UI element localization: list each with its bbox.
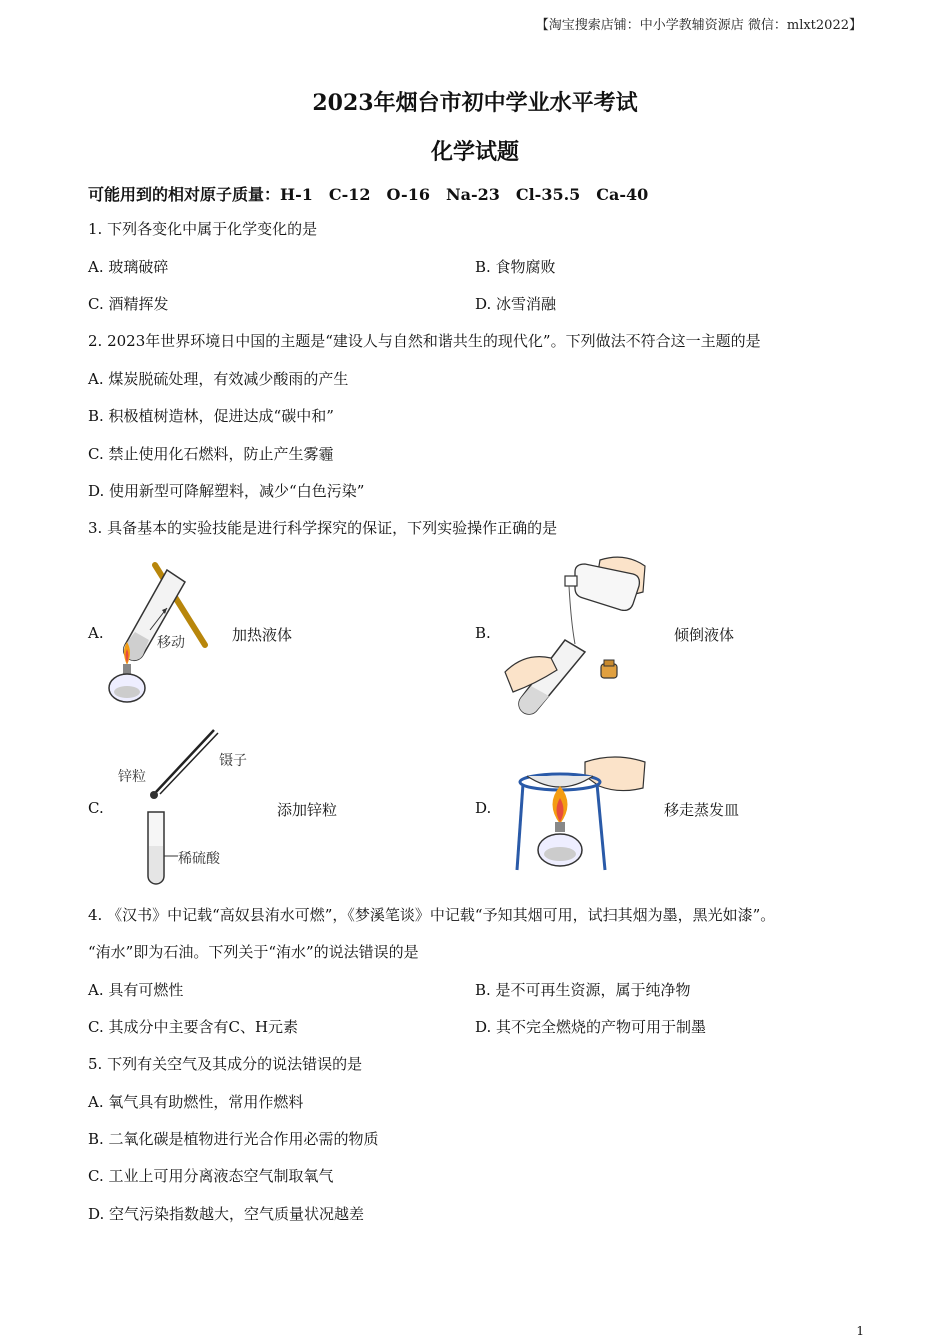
q1-stem: 1. 下列各变化中属于化学变化的是 bbox=[88, 220, 318, 238]
q3-c-caption: 添加锌粒 bbox=[277, 801, 338, 819]
page-number: 1 bbox=[856, 1324, 864, 1338]
q4-stem-line2: “洧水”即为石油。下列关于“洧水”的说法错误的是 bbox=[88, 943, 419, 961]
q3-c-zinc-label: 锌粒 bbox=[118, 769, 146, 785]
q2-option-a[interactable]: A. 煤炭脱硫处理，有效减少酸雨的产生 bbox=[88, 370, 349, 388]
q3-b-caption: 倾倒液体 bbox=[674, 626, 735, 644]
q5-option-d[interactable]: D. 空气污染指数越大，空气质量状况越差 bbox=[88, 1205, 365, 1223]
q3-a-caption: 加热液体 bbox=[232, 626, 293, 644]
evaporating-dish-figure bbox=[515, 752, 647, 874]
q3-stem: 3. 具备基本的实验技能是进行科学探究的保证，下列实验操作正确的是 bbox=[88, 519, 558, 537]
q5-option-a[interactable]: A. 氧气具有助燃性，常用作燃料 bbox=[88, 1093, 304, 1111]
q5-stem: 5. 下列有关空气及其成分的说法错误的是 bbox=[88, 1055, 363, 1073]
q4-option-a[interactable]: A. 具有可燃性 bbox=[88, 981, 184, 999]
q3-c-tweezers-label: 镊子 bbox=[219, 753, 247, 769]
q3-option-c[interactable]: C. bbox=[88, 799, 104, 817]
q4-stem-line1: 4. 《汉书》中记载“高奴县洧水可燃”，《梦溪笔谈》中记载“予知其烟可用，试扫其烟为墨，黑光如漆”。 bbox=[88, 906, 776, 924]
q3-option-b[interactable]: B. bbox=[475, 624, 491, 642]
q5-option-b[interactable]: B. 二氧化碳是植物进行光合作用必需的物质 bbox=[88, 1130, 379, 1148]
q3-d-caption: 移走蒸发皿 bbox=[664, 801, 740, 819]
q2-stem: 2. 2023年世界环境日中国的主题是“建设人与自然和谐共生的现代化”。下列做法不符合这一主题的是 bbox=[88, 332, 761, 350]
q4-option-c[interactable]: C. 其成分中主要含有C、H元素 bbox=[88, 1018, 299, 1036]
header-watermark: 【淘宝搜索店铺：中小学教辅资源店 微信：mlxt2022】 bbox=[535, 18, 862, 33]
q4-option-d[interactable]: D. 其不完全燃烧的产物可用于制墨 bbox=[475, 1018, 707, 1036]
q2-option-b[interactable]: B. 积极植树造林，促进达成“碳中和” bbox=[88, 407, 334, 425]
q3-option-a[interactable]: A. bbox=[88, 624, 104, 642]
q2-option-c[interactable]: C. 禁止使用化石燃料，防止产生雾霾 bbox=[88, 445, 334, 463]
q4-option-b[interactable]: B. 是不可再生资源，属于纯净物 bbox=[475, 981, 691, 999]
exam-subtitle: 化学试题 bbox=[430, 139, 519, 165]
pouring-liquid-figure bbox=[505, 552, 655, 720]
q1-option-b[interactable]: B. 食物腐败 bbox=[475, 258, 556, 276]
q3-a-move-label: 移动 bbox=[157, 635, 185, 651]
exam-title: 2023年烟台市初中学业水平考试 bbox=[312, 90, 638, 116]
q3-option-d[interactable]: D. bbox=[475, 799, 492, 817]
q1-option-d[interactable]: D. 冰雪消融 bbox=[475, 295, 557, 313]
q3-c-acid-label: 稀硫酸 bbox=[178, 851, 220, 867]
q1-option-a[interactable]: A. 玻璃破碎 bbox=[88, 258, 169, 276]
q2-option-d[interactable]: D. 使用新型可降解塑料，减少“白色污染” bbox=[88, 482, 365, 500]
q5-option-c[interactable]: C. 工业上可用分离液态空气制取氧气 bbox=[88, 1167, 334, 1185]
q1-option-c[interactable]: C. 酒精挥发 bbox=[88, 295, 169, 313]
atomic-masses: 可能用到的相对原子质量：H-1 C-12 O-16 Na-23 Cl-35.5 Ca-40 bbox=[88, 185, 649, 204]
